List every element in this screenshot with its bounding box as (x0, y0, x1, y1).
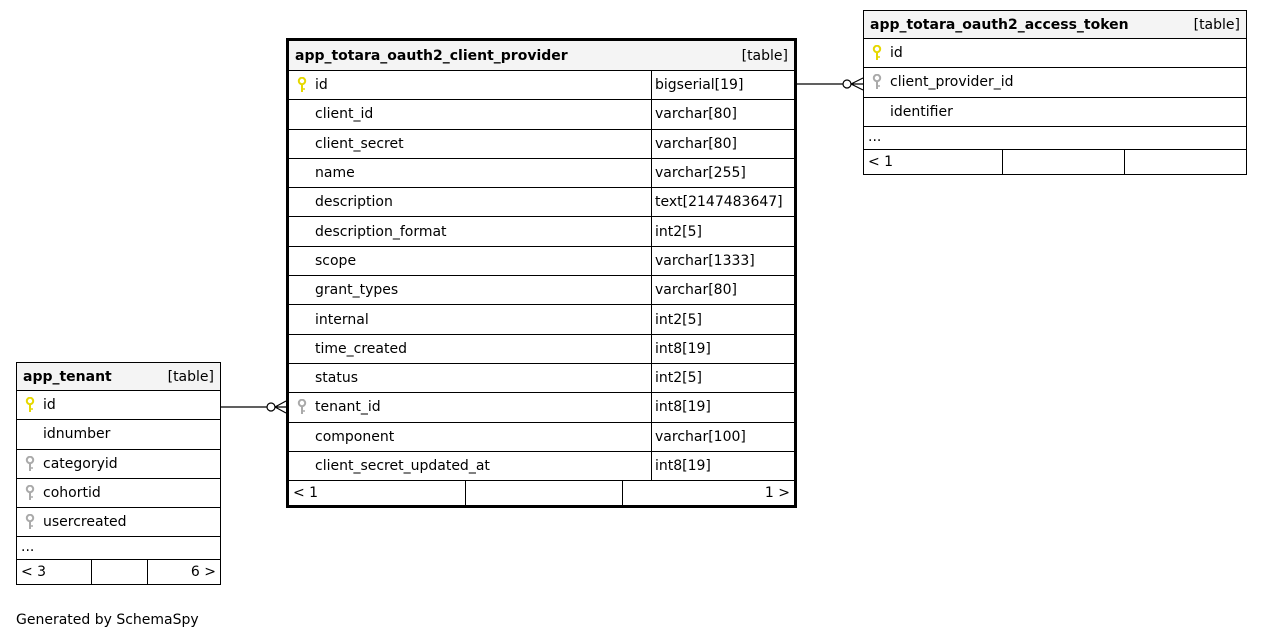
crowfoot-many (851, 78, 863, 90)
column-name: identifier (890, 103, 953, 120)
column-name: usercreated (43, 514, 127, 531)
more-columns-ellipsis: ... (17, 537, 220, 560)
table-name: app_tenant (23, 368, 112, 385)
table-kind: [table] (741, 47, 788, 64)
column-name-cell (289, 130, 651, 158)
footer-middle (1002, 150, 1124, 174)
column-name: client_id (315, 106, 374, 123)
column-type: varchar[80] (651, 276, 794, 304)
foreign-key-icon (17, 485, 43, 501)
column-type: int8[19] (651, 452, 794, 480)
column-name: client_secret (315, 135, 404, 152)
table-footer (289, 481, 794, 505)
column-name: id (890, 45, 903, 62)
column-name: component (315, 428, 395, 445)
column-name-cell (289, 247, 651, 275)
crowfoot-optional-circle (843, 80, 851, 88)
table-kind: [table] (167, 368, 214, 385)
column-row[interactable] (289, 100, 794, 129)
column-row[interactable] (864, 98, 1246, 127)
column-name-cell (289, 217, 651, 245)
column-name-cell (289, 188, 651, 216)
column-row[interactable] (289, 452, 794, 481)
footer-parents[interactable]: < 1 (868, 153, 894, 170)
column-type: text[2147483647] (651, 188, 794, 216)
foreign-key-icon (864, 74, 890, 90)
column-row[interactable] (17, 508, 220, 537)
primary-key-icon (864, 45, 890, 61)
generated-by-caption: Generated by SchemaSpy (16, 612, 199, 628)
column-row[interactable] (17, 479, 220, 508)
column-name: description_format (315, 223, 447, 240)
column-name: internal (315, 311, 369, 328)
column-row[interactable] (864, 68, 1246, 97)
column-name-cell (289, 159, 651, 187)
column-name-cell (289, 393, 651, 421)
column-type: varchar[1333] (651, 247, 794, 275)
footer-parents[interactable]: < 3 (21, 564, 47, 581)
column-name-cell (864, 98, 1246, 126)
column-name: name (315, 165, 355, 182)
primary-key-icon (289, 77, 315, 93)
crowfoot-optional-circle (267, 403, 275, 411)
column-name-cell (17, 479, 220, 507)
column-list (864, 39, 1246, 127)
column-name-cell (17, 508, 220, 536)
footer-parents[interactable]: < 1 (293, 485, 319, 502)
column-row[interactable] (17, 420, 220, 449)
column-name: cohortid (43, 485, 101, 502)
column-name-cell (289, 423, 651, 451)
column-type: int2[5] (651, 217, 794, 245)
column-row[interactable] (289, 364, 794, 393)
column-name-cell (289, 305, 651, 333)
table-access-token[interactable] (863, 10, 1247, 175)
column-row[interactable] (289, 217, 794, 246)
table-header (17, 363, 220, 391)
table-footer (17, 560, 220, 584)
crowfoot-many (275, 401, 286, 413)
foreign-key-icon (17, 456, 43, 472)
column-row[interactable] (289, 276, 794, 305)
column-name-cell (289, 364, 651, 392)
column-name-cell (289, 71, 651, 99)
column-row[interactable] (17, 391, 220, 420)
column-name: categoryid (43, 455, 118, 472)
table-name: app_totara_oauth2_client_provider (295, 47, 568, 64)
column-type: varchar[80] (651, 100, 794, 128)
column-name: status (315, 370, 359, 387)
column-name-cell (17, 420, 220, 448)
column-name: description (315, 194, 393, 211)
column-row[interactable] (289, 188, 794, 217)
column-name: client_secret_updated_at (315, 458, 490, 474)
column-name: id (43, 397, 56, 414)
column-name: client_provider_id (890, 74, 1014, 91)
table-tenant[interactable] (16, 362, 221, 585)
column-row[interactable] (289, 159, 794, 188)
column-row[interactable] (289, 423, 794, 452)
column-type: int2[5] (651, 305, 794, 333)
column-row[interactable] (289, 305, 794, 334)
table-header (289, 41, 794, 71)
foreign-key-icon (289, 399, 315, 415)
column-name-cell (864, 68, 1246, 96)
table-name: app_totara_oauth2_access_token (870, 16, 1129, 33)
column-name: time_created (315, 340, 407, 357)
footer-children (1124, 150, 1246, 174)
column-name-cell (289, 276, 651, 304)
foreign-key-icon (17, 514, 43, 530)
column-name: grant_types (315, 282, 399, 299)
column-name-cell (289, 100, 651, 128)
footer-children[interactable]: 1 > (622, 481, 794, 505)
column-name: scope (315, 252, 357, 269)
column-name: tenant_id (315, 399, 381, 416)
footer-middle (465, 481, 622, 505)
column-row[interactable] (289, 71, 794, 100)
footer-children[interactable]: 6 > (147, 560, 220, 584)
column-name: idnumber (43, 426, 111, 443)
column-row[interactable] (289, 247, 794, 276)
column-row[interactable] (17, 450, 220, 479)
column-name-cell (289, 335, 651, 363)
column-name: id (315, 77, 328, 94)
column-list (289, 71, 794, 481)
column-row[interactable] (289, 130, 794, 159)
column-type: varchar[80] (651, 130, 794, 158)
column-type: varchar[100] (651, 423, 794, 451)
primary-key-icon (17, 397, 43, 413)
column-name-cell (864, 39, 1246, 67)
column-list (17, 391, 220, 537)
column-row[interactable] (289, 393, 794, 422)
column-name-cell (289, 452, 651, 480)
more-columns-ellipsis: ... (864, 127, 1246, 150)
column-row[interactable] (289, 335, 794, 364)
table-header (864, 11, 1246, 39)
column-type: bigserial[19] (651, 71, 794, 99)
footer-middle (91, 560, 147, 584)
column-type: varchar[255] (651, 159, 794, 187)
table-kind: [table] (1193, 16, 1240, 33)
table-client-provider[interactable] (286, 38, 797, 508)
column-type: int8[19] (651, 335, 794, 363)
column-name-cell (17, 391, 220, 419)
table-footer (864, 150, 1246, 174)
column-type: int2[5] (651, 364, 794, 392)
column-name-cell (17, 450, 220, 478)
column-row[interactable] (864, 39, 1246, 68)
column-type: int8[19] (651, 393, 794, 421)
